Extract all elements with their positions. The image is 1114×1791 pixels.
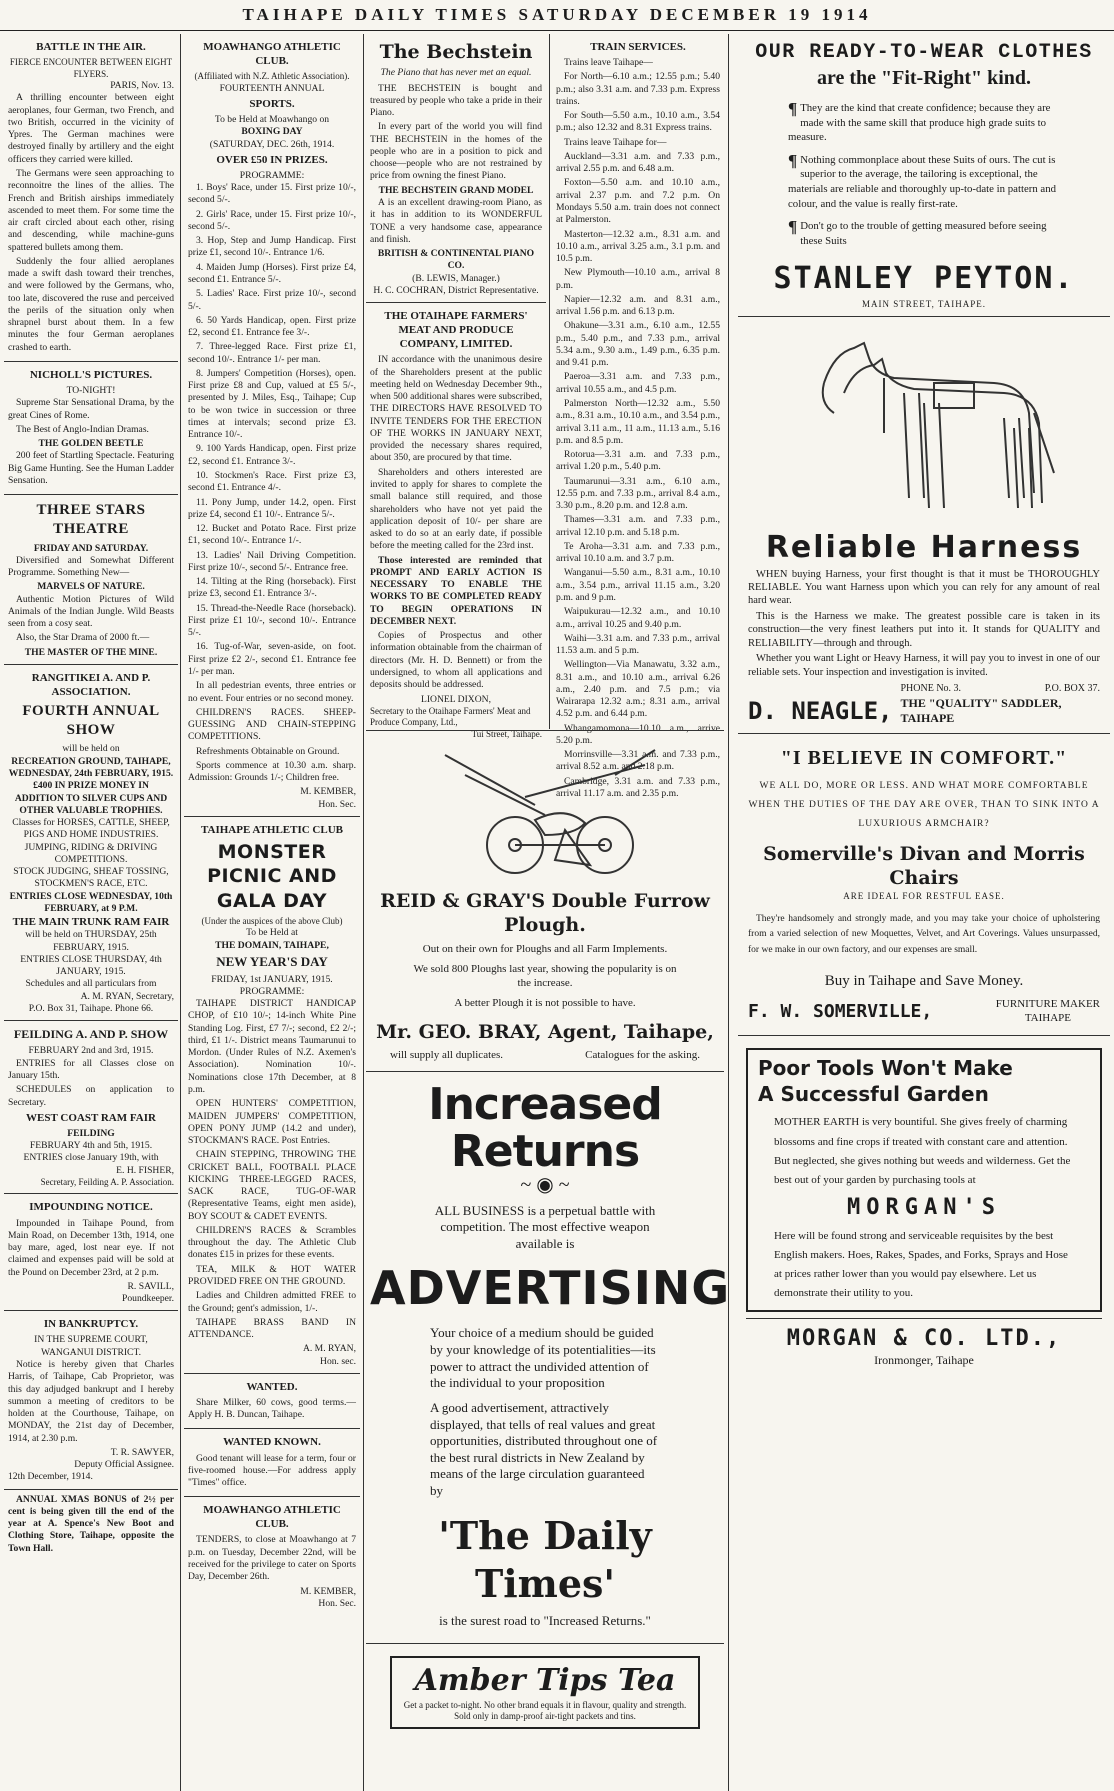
signature-title: Deputy Official Assignee. xyxy=(74,1459,174,1471)
picnic-title: MONSTER PICNIC AND GALA DAY xyxy=(207,840,337,912)
column-rule xyxy=(728,34,729,1791)
train-line: Taumarunui—3.31 a.m., 6.10 a.m., 12.55 p.m. and 7.33 p.m., arrival 8.4 a.m., 3.30 p.m., 8.20 p.m. and 12.8 a.m. xyxy=(556,475,720,512)
event-list xyxy=(188,182,356,678)
battle-article xyxy=(4,34,178,362)
paragraph: They're handsomely and strongly made, and you may take your choice of upholstering from a varied selection of new Moquettes, Velvet, and Art Coverings. Values unsurpassed, for we make in our own factory, and our expenses are small. xyxy=(748,914,1100,955)
bechstein-ad xyxy=(366,34,546,303)
headline: TRAIN SERVICES. xyxy=(590,41,686,53)
text-line: A better Plough it is not possible to have. xyxy=(454,996,636,1009)
headline: Amber Tips Tea xyxy=(414,1662,676,1698)
day-title: NEW YEAR'S DAY xyxy=(216,953,328,969)
train-line: Paeroa—3.31 a.m. and 7.33 p.m., arrival 10.55 a.m., and 4.5 p.m. xyxy=(556,371,720,395)
headline: BATTLE IN THE AIR. xyxy=(36,41,146,53)
event-item: 3. Hop, Step and Jump Handicap. First prize £1, second 10/-. Entrance 1/6. xyxy=(188,235,356,259)
paragraph xyxy=(788,101,1060,145)
headline: "I BELIEVE IN COMFORT." xyxy=(780,746,1068,769)
wanted-ad xyxy=(184,1374,360,1430)
morgan-tools-ad xyxy=(738,1036,1110,1374)
paragraph: ENTRIES for all Classes close on January 15th. xyxy=(8,1057,174,1081)
paragraph: The Germans were seen approaching to reconnoitre the lines of the allies. The French and British airships immediately ascended to meet them. For some time the air craft circled about each other, rising and descending, while machine-guns spattered bullets among them. xyxy=(8,167,174,253)
headline: NICHOLL'S PICTURES. xyxy=(29,368,153,381)
column-3-right xyxy=(552,34,724,799)
text-line: FEBRUARY 2nd and 3rd, 1915. xyxy=(28,1045,154,1057)
train-line: Foxton—5.50 a.m. and 10.10 a.m., arrival 2.37 p.m. and 7.2 p.m. On Mondays 5.50 a.m. train does not connect at Palmerston. xyxy=(556,177,720,226)
text-line: To be Held at Moawhango on xyxy=(214,114,330,126)
text-line: PROGRAMME: xyxy=(239,985,305,997)
monster-picnic-ad xyxy=(184,817,360,1374)
bankruptcy-notice xyxy=(4,1311,178,1489)
event-item: 1. Boys' Race, under 15. First prize 10/-, second 5/-. xyxy=(188,182,356,206)
subheadline: The Piano that has never met an equal. xyxy=(380,67,532,79)
text-line: Schedules and all particulars from xyxy=(25,978,157,990)
text-line: £400 IN PRIZE MONEY IN ADDITION TO SILVER CUPS AND OTHER VALUABLE TROPHIES. xyxy=(14,780,168,816)
paragraph: This is the Harness we make. The greatest possible care is taken in its construction—the very finest leathers put into it. It stands for QUALITY and RELIABILITY—through and through. xyxy=(748,610,1100,649)
xmas-bonus-ad xyxy=(4,1490,178,1562)
signature: E. H. FISHER, xyxy=(116,1164,174,1176)
store-name: F. W. SOMERVILLE, xyxy=(748,1000,933,1022)
paper-title: 'The Daily Times' xyxy=(438,1512,652,1607)
train-line: New Plymouth—10.10 a.m., arrival 8 p.m. xyxy=(556,267,720,291)
signature: A. M. RYAN, Secretary, xyxy=(80,990,174,1002)
saddler-line: THE "QUALITY" SADDLER, TAIHAPE xyxy=(900,695,1062,726)
paragraph: The Best of Anglo-Indian Dramas. xyxy=(16,423,149,435)
paragraph: THE BECHSTEIN is bought and treasured by people who take a pride in their Piano. xyxy=(370,82,542,119)
subheadline: (Affiliated with N.Z. Athletic Association). xyxy=(194,71,350,82)
text-line: ENTRIES CLOSE WEDNESDAY, 10th FEBRUARY, at 9 P.M. xyxy=(9,890,173,914)
pilcrow-icon: ¶ xyxy=(788,217,798,237)
paragraph: SCHEDULES on application to Secretary. xyxy=(8,1084,174,1108)
signature-title: Poundkeeper. xyxy=(122,1293,174,1305)
headline: FEILDING A. AND P. SHOW xyxy=(13,1027,169,1042)
text-line: Catalogues for the asking. xyxy=(585,1049,700,1062)
column-rule xyxy=(180,34,181,1791)
impounding-notice xyxy=(4,1194,178,1311)
paragraph xyxy=(788,150,1060,211)
company-name: MORGAN & CO. LTD., xyxy=(786,1325,1062,1351)
column-4 xyxy=(738,34,1110,1791)
text-line: We sold 800 Ploughs last year, showing the popularity is on the increase. xyxy=(413,962,677,989)
paragraph: Ladies and Children admitted FREE to the Ground; gent's admission, 1/-. xyxy=(188,1290,356,1314)
text-line: will be held on xyxy=(62,743,120,755)
subheadline: FIERCE ENCOUNTER BETWEEN EIGHT FLYERS. xyxy=(9,57,173,79)
paragraph: OPEN HUNTERS' COMPETITION, MAIDEN JUMPERS' COMPETITION, OPEN PONY JUMP (14.2 and under), STOCKMAN'S RACE. Post Entries. xyxy=(188,1098,356,1147)
text-line: STOCK JUDGING, SHEAF TOSSING, STOCKMEN'S RACE, ETC. xyxy=(13,866,169,890)
paragraph: Sports commence at 10.30 a.m. sharp. Admission: Grounds 1/-; Children free. xyxy=(188,759,356,784)
paragraph: CHILDREN'S RACES & Scrambles throughout the day. The Athletic Club donates £15 in prizes for these events. xyxy=(188,1224,356,1261)
paragraph: Diversified and Somewhat Different Programme. Something New— xyxy=(8,554,174,579)
text-line: THE MAIN TRUNK RAM FAIR xyxy=(12,916,170,929)
advertising-title: ADVERTISING xyxy=(370,1260,731,1315)
nicholls-pictures-ad xyxy=(4,362,178,495)
column-rule xyxy=(549,34,550,729)
text-line: Out on their own for Ploughs and all Farm Implements. xyxy=(422,942,668,955)
text-line: THE DOMAIN, TAIHAPE, xyxy=(215,939,329,951)
train-line: Napier—12.32 a.m. and 8.31 a.m., arrival 1.56 p.m. and 6.13 p.m. xyxy=(556,293,720,318)
paragraph: In all pedestrian events, three entries or no event. Four entries or no second money. xyxy=(188,680,356,704)
text-line: PROGRAMME: xyxy=(239,169,305,181)
paragraph: Also, the Star Drama of 2000 ft.— xyxy=(16,632,150,644)
paragraph: 200 feet of Startling Spectacle. Featuring Big Game Hunting. See the Human Ladder Sensation. xyxy=(8,450,174,486)
headline: MOAWHANGO ATHLETIC CLUB. xyxy=(203,41,341,68)
paragraph: Impounded in Taihape Pound, from Main Road, on December 13th, 1914, one bay mare, aged, lost near eye. If not claimed and expenses paid will be sold at the Pound on December 23rd, at 2 p.m. xyxy=(8,1217,174,1278)
signature-title: Secretary, Feilding A. P. Association. xyxy=(40,1176,174,1187)
train-line: Wanganui—5.50 a.m., 8.31 a.m., 10.10 a.m., 3.54 p.m., arrival 11.15 a.m., 3.20 p.m. and 9 p.m. xyxy=(556,567,720,603)
event-item: 2. Girls' Race, under 15. First prize 10/-, second 5/-. xyxy=(188,208,356,232)
paragraph: ALL BUSINESS is a perpetual battle with competition. The most effective weapon available is xyxy=(434,1202,656,1251)
dateline: PARIS, Nov. 13. xyxy=(110,80,174,92)
train-line: Wellington—Via Manawatu, 3.32 a.m., 8.31 a.m., and 10.10 a.m., arrival 6.26 a.m., 2.40 p.m. and 7.5 p.m.; via Wairarapa 12.32 a.m.; 8.31 a.m., arrival 4.52 p.m. and 6.44 p.m. xyxy=(556,659,720,720)
morgan-footer xyxy=(746,1318,1102,1369)
contact-line xyxy=(901,683,1101,696)
paragraph: A thrilling encounter between eight aeroplanes, four German, two French, and two British, occurred in the vicinity of Ypres. The German machines were destroyed finally by artillery and the eight officers they carried were killed. xyxy=(8,92,174,165)
pilcrow-icon: ¶ xyxy=(788,150,798,170)
paragraph: CHILDREN'S RACES. SHEEP-GUESSING AND CHAIN-STEPPING COMPETITIONS. xyxy=(188,706,356,743)
train-line: For South—5.50 a.m., 10.10 a.m., 3.54 p.m.; also 12.32 and 8.31 Express trains. xyxy=(556,110,720,134)
paragraph: Here will be found strong and serviceable requisites by the best English makers. Hoes, Rakes, Spades, and Forks, Sprays and Hose at prices rather lower than you would pay elsewhere. Let us demonstrate their utility to you. xyxy=(774,1229,1068,1300)
paragraph: Share Milker, 60 cows, good terms.—Apply H. B. Duncan, Taihape. xyxy=(188,1396,356,1421)
train-line: Morrinsville—3.31 a.m. and 7.33 p.m., arrival 8.52 a.m. and 2.18 p.m. xyxy=(556,749,720,773)
paragraph: Suddenly the four allied aeroplanes made a swift dash toward their trenches, and were followed by the Germans, who, too late, discovered the ruse and perceived the perils of the situation only when shrapnel burst about them. In a few minutes the four German aeroplanes crashed to earth. xyxy=(8,255,174,353)
signature: A. M. RYAN, xyxy=(302,1343,356,1355)
trade: FURNITURE MAKER xyxy=(995,998,1100,1011)
paragraph-text: They are the kind that create confidence; because they are made with the same skill that produce high grade suits to measure. xyxy=(788,102,1051,144)
headline: REID & GRAY'S Double Furrow Plough. xyxy=(380,890,710,937)
paragraph: TAIHAPE DISTRICT HANDICAP CHOP, of £10 10/-; 14-inch White Pine Standing Log. First, £7 7/-; second, £2 2/-; third, £1 1/-. District means Taumarunui to Mordon. (Under Rules of N.Z. Axemen's Association). Nomination 10/-. Nominations close 17th December, at 8 p.m. xyxy=(188,998,356,1095)
subheadline: FRIDAY AND SATURDAY. xyxy=(33,542,149,554)
show-title: FOURTH ANNUAL SHOW xyxy=(22,703,160,739)
rangitikei-show-ad xyxy=(4,665,178,1021)
event-item: 6. 50 Yards Handicap, open. First prize £2, second £1. Entrance fee 3/-. xyxy=(188,314,356,339)
signature: M. KEMBER, xyxy=(300,1585,356,1597)
headline: Poor Tools Won't Make xyxy=(758,1056,1013,1081)
event-item: 9. 100 Yards Handicap, open. First prize £2, second £1. Entrance 3/-. xyxy=(188,443,356,467)
column-3-left xyxy=(366,34,546,739)
text-line: ENTRIES CLOSE THURSDAY, 4th JANUARY, 1915. xyxy=(20,953,162,978)
paragraph: MOTHER EARTH is very bountiful. She gives freely of charming blossoms and fine crops if treated with constant care and attention. But neglected, she gives nothing but weeds and wilderness. Get the best out of your garden by purchasing tools at xyxy=(774,1116,1071,1187)
amber-tips-tea-ad xyxy=(366,1644,724,1734)
subheadline: TO-NIGHT! xyxy=(66,385,116,397)
feature-title: MARVELS OF NATURE. xyxy=(37,581,145,593)
subheadline: IN THE SUPREME COURT, WANGANUI DISTRICT. xyxy=(34,1334,148,1358)
feature-title: THE MASTER OF THE MINE. xyxy=(24,646,158,658)
headline: WANTED. xyxy=(246,1380,298,1393)
subheadline: are the "Fit-Right" kind. xyxy=(816,66,1032,89)
company-name: BRITISH & CONTINENTAL PIANO CO. xyxy=(377,248,535,272)
text-line: WEDNESDAY, 24th FEBRUARY, 1915. xyxy=(8,767,174,779)
paragraph: TENDERS, to close at Moawhango at 7 p.m. on Tuesday, December 22nd, will be received for the privilege to cater on Sports Day, December 26th. xyxy=(188,1534,356,1583)
event-item: 14. Tilting at the Ring (horseback). First prize £3, second £1. Entrance 3/-. xyxy=(188,576,356,600)
trade-block xyxy=(996,997,1100,1025)
headline: A Successful Garden xyxy=(758,1081,989,1106)
date-line: 12th December, 1914. xyxy=(8,1471,93,1483)
trade-line: Ironmonger, Taihape xyxy=(874,1352,974,1367)
train-line: Te Aroha—3.31 a.m. and 7.33 p.m., arrival 10.10 a.m. and 3.7 p.m. xyxy=(556,540,720,565)
text-line: (B. LEWIS, Manager.) xyxy=(412,272,500,284)
paragraph: Get a packet to-night. No other brand equals it in flavour, quality and strength. Sold only in damp-proof air-tight packets and tins. xyxy=(403,1699,687,1722)
paragraph: Those interested are reminded that PROMPT AND EARLY ACTION IS NECESSARY TO ENABLE THE WORKS TO BE COMPLETED READY TO BEGIN OPERATIONS IN DECEMBER NEXT. xyxy=(370,554,542,627)
plough-footer xyxy=(370,1044,720,1066)
paragraph: Your choice of a medium should be guided by your knowledge of its potentialities—its power to attract the undivided attention of the individual to your proposition xyxy=(430,1325,656,1391)
headline: Increased Returns xyxy=(428,1079,662,1177)
headline: Reliable Harness xyxy=(765,530,1083,566)
paragraph: Copies of Prospectus and other information obtainable from the chairman of directors (Mr. H. D. Bennett) or from the undersigned, to whom all applications and deposits should be addressed. xyxy=(370,630,542,691)
train-line: Waihi—3.31 a.m. and 7.33 p.m., arrival 11.53 a.m. and 5 p.m. xyxy=(556,632,720,657)
slogan: Buy in Taihape and Save Money. xyxy=(824,972,1024,989)
train-line: Rotorua—3.31 a.m. and 7.33 p.m., arrival 1.20 p.m., 5.40 p.m. xyxy=(556,449,720,473)
event-item: 10. Stockmen's Race. First prize £3, second £1. Entrance 4/-. xyxy=(188,470,356,494)
headline: IMPOUNDING NOTICE. xyxy=(29,1201,153,1214)
text-line: RECREATION GROUND, TAIHAPE, xyxy=(11,755,171,767)
chairs-title: Somerville's Divan and Morris Chairs xyxy=(763,843,1085,890)
feilding-show-ad xyxy=(4,1021,178,1194)
phone: PHONE No. 3. xyxy=(900,683,962,695)
event-item: 13. Ladies' Nail Driving Competition. First prize 10/-, second 5/-. Entrance free. xyxy=(188,549,356,573)
ornament-icon: ~ ◉ ~ xyxy=(520,1173,570,1196)
column-1 xyxy=(4,34,178,1791)
train-line: Masterton—12.32 a.m., 8.31 a.m. and 10.10 a.m., arrival 3.25 a.m., 3.1 p.m. and 10.5 p.m. xyxy=(556,228,720,265)
otaihape-company-ad xyxy=(366,303,546,745)
paragraph: A is an excellent drawing-room Piano, as it has in addition to its WONDERFUL TONE a very handsome case, appearance and finish. xyxy=(370,196,542,245)
text-line: ENTRIES close January 19th, with xyxy=(23,1152,159,1164)
event-item: 16. Tug-of-War, seven-aside, on foot. First prize £2 2/-, second £1. Entrance fee 1/- per man. xyxy=(188,641,356,677)
signature: M. KEMBER, xyxy=(300,786,356,798)
event-item: 5. Ladies' Race. First prize 10/-, second 5/-. xyxy=(188,288,356,312)
agent-name: Mr. GEO. BRAY, Agent, Taihape, xyxy=(376,1020,714,1043)
signature: R. SAVILL, xyxy=(127,1280,174,1292)
text-line: P.O. Box 31, Taihape. Phone 66. xyxy=(28,1002,154,1014)
text-line: BOXING DAY xyxy=(241,126,303,138)
train-line: Whangamomona—10.10 a.m., arrive 5.20 p.m. xyxy=(556,722,720,746)
event-item: 8. Jumpers' Competition (Horses), open. First prize £8 and Cup, valued at £5 5/-, presented by J. Miles, Esq., Taihape; Cup to be won twice in succession or three times at intervals; second prize £3. Entrance 10/-. xyxy=(188,367,356,441)
neagle-footer xyxy=(748,683,1100,727)
train-line: Waipukurau—12.32 a.m., and 10.10 a.m., arrival 10.25 and 9.40 p.m. xyxy=(556,606,720,630)
signature-address: Tui Street, Taihape. xyxy=(471,728,542,739)
paragraph: In every part of the world you will find THE BECHSTEIN in the homes of the people who are in a position to pick and choose—people who are not restrained by price from owning the finest Piano. xyxy=(370,121,542,182)
paragraph: Shareholders and others interested are invited to apply for shares to complete the small balance still required, and those shareholders who have not yet paid the application deposit of 10/- per share are asked to do so at an early date, if possible before the meeting called for the 23rd inst. xyxy=(370,466,542,552)
train-line: Palmerston North—12.32 a.m., 5.50 a.m., 8.31 a.m., 10.10 a.m., and 3.54 p.m., arrival 3.11 a.m., 11 a.m., 11.13 a.m., 5.16 p.m. and 8.5 p.m. xyxy=(556,397,720,446)
text-line: will be held on THURSDAY, 25th FEBRUARY, 1915. xyxy=(25,929,157,953)
pilcrow-icon: ¶ xyxy=(788,99,798,119)
headline: OVER £50 IN PRIZES. xyxy=(216,153,328,166)
train-line: Auckland—3.31 a.m. and 7.33 p.m., arrival 2.55 p.m. and 6.48 a.m. xyxy=(556,150,720,175)
paragraph: WHEN buying Harness, your first thought is that it must be THOROUGHLY RELIABLE. You want Harness upon which you can rely for any amount of real hard wear. xyxy=(748,568,1100,607)
headline: THE OTAIHAPE FARMERS' MEAT AND PRODUCE COMPANY, LIMITED. xyxy=(384,310,528,351)
train-line: Trains leave Taihape— xyxy=(564,57,653,69)
headline: RANGITIKEI A. AND P. ASSOCIATION. xyxy=(31,671,151,698)
store-name: D. NEAGLE, xyxy=(748,696,893,725)
reliable-harness-ad xyxy=(738,317,1110,733)
paragraph: Good tenant will lease for a term, four or five-roomed house.—For address apply "Times" office. xyxy=(188,1452,356,1489)
morgan-frame xyxy=(746,1048,1102,1311)
headline: TAIHAPE ATHLETIC CLUB xyxy=(200,823,343,836)
store-name: STANLEY PEYTON. xyxy=(773,261,1075,297)
plough-illustration xyxy=(415,735,675,885)
event-item: 15. Thread-the-Needle Race (horseback). First prize £1 10/-, second 10/-. Entrance 5/-. xyxy=(188,602,356,639)
train-line: Thames—3.31 a.m. and 7.33 p.m., arrival 12.10 p.m. and 5.18 p.m. xyxy=(556,514,720,538)
text-line: FEILDING xyxy=(67,1127,115,1139)
paragraph: A good advertisement, attractively displayed, that tells of real values and great opportunities, distributed throughout one of the best rural districts in New Zealand by means of the large circulation guaranteed by xyxy=(430,1399,658,1499)
tea-box xyxy=(390,1656,700,1729)
store-name: MORGAN'S xyxy=(847,1195,1001,1221)
signature: LIONEL DIXON, xyxy=(421,693,491,705)
reid-gray-plough-ad xyxy=(366,730,724,1072)
text-line: H. C. COCHRAN, District Representative. xyxy=(373,284,539,296)
event-item: 12. Bucket and Potato Race. First prize £1, second 10/-. Entrance 1/-. xyxy=(188,523,356,547)
headline: OUR READY-TO-WEAR CLOTHES xyxy=(755,41,1093,64)
text-line: FRIDAY, 1st JANUARY, 1915. xyxy=(211,973,333,985)
town: TAIHAPE xyxy=(1024,1012,1071,1025)
paragraph: Supreme Star Sensational Drama, by the great Cines of Rome. xyxy=(8,397,174,421)
headline: MOAWHANGO ATHLETIC CLUB. xyxy=(203,1504,341,1531)
horses-illustration xyxy=(784,323,1064,523)
event-item: 4. Maiden Jump (Horses). First prize £4, second £1. Entrance 5/-. xyxy=(188,261,356,286)
paragraph: Whether you want Light or Heavy Harness, it will pay you to invest in one of our reliable sets. Your inspection and investigation is invited. xyxy=(748,653,1100,678)
paragraph: TAIHAPE BRASS BAND IN ATTENDANCE. xyxy=(188,1316,356,1341)
column-3-lower xyxy=(366,730,731,1791)
three-stars-theatre-ad xyxy=(4,495,178,665)
stanley-peyton-ad xyxy=(738,34,1110,317)
paragraph: is the surest road to "Increased Returns." xyxy=(439,1612,651,1628)
signature-title: Secretary to the Otaihape Farmers' Meat and Produce Company, Ltd., xyxy=(370,705,531,728)
headline: WANTED KNOWN. xyxy=(223,1436,321,1449)
paragraph: Notice is hereby given that Charles Harris, of Taihape, Cab Proprietor, was this day adjudged bankrupt and I hereby summon a meeting of creditors to be holden at the Courthouse, Taihape, on MONDAY, the 21st day of December, 1914, at 2.30 p.m. xyxy=(8,1359,174,1444)
text-line: (SATURDAY, DEC. 26th, 1914. xyxy=(209,138,335,150)
text-line: To be Held at xyxy=(246,927,298,939)
paragraph: Refreshments Obtainable on Ground. xyxy=(196,745,340,757)
signature-title: Hon. Sec. xyxy=(318,1597,356,1609)
headline: The Bechstein xyxy=(379,41,533,63)
paragraph: CHAIN STEPPING, THROWING THE CRICKET BALL, FOOTBALL PLACE KICKING THREE-LEGGED RACES, SACK RACE, TUG-OF-WAR (Representative Teams, eight men aside), BOY SCOUT & CADET EVENTS. xyxy=(188,1149,356,1222)
headline: SPORTS. xyxy=(249,97,295,110)
store-address: MAIN STREET, TAIHAPE. xyxy=(862,298,986,309)
train-line: Ohakune—3.31 a.m., 6.10 a.m., 12.55 p.m., 5.40 p.m., and 7.33 p.m., arrival 5.34 a.m., 9.30 a.m., 1.49 p.m., 6.35 p.m. and 9.41 p.m. xyxy=(556,320,720,369)
text-line: Classes for HORSES, CATTLE, SHEEP, PIGS AND HOME INDUSTRIES. xyxy=(12,817,170,841)
moawhango-sports-ad xyxy=(184,34,360,817)
text-line: JUMPING, RIDING & DRIVING COMPETITIONS. xyxy=(24,841,158,865)
paragraph: WE ALL DO, MORE OR LESS. AND WHAT MORE COMFORTABLE WHEN THE DUTIES OF THE DAY ARE OVER, THAN TO SINK INTO A LUXURIOUS ARMCHAIR? xyxy=(748,781,1100,830)
feature-title: THE GOLDEN BEETLE xyxy=(38,438,144,450)
column-2 xyxy=(184,34,360,1791)
text-line: FEBRUARY 4th and 5th, 1915. xyxy=(29,1140,153,1152)
train-line: Cambridge, 3.31 a.m. and 7.33 p.m., arrival 11.17 a.m. and 2.35 p.m. xyxy=(556,775,720,799)
increased-returns-ad xyxy=(366,1072,731,1643)
text-line: will supply all duplicates. xyxy=(390,1049,504,1062)
paragraph-text: Nothing commonplace about these Suits of ours. The cut is superior to the average, the tailoring is exceptional, the materials are reliable and thoroughly up-to-date in pattern and colour, and the value is really first-rate. xyxy=(788,153,1057,210)
paragraph xyxy=(788,219,1060,248)
train-services xyxy=(552,34,724,807)
paragraph: Authentic Motion Pictures of Wild Animals of the Indian Jungle. Wild Beasts seen from a cosy seat. xyxy=(8,593,174,630)
po-box: P.O. BOX 37. xyxy=(1044,683,1100,695)
subheadline: ARE IDEAL FOR RESTFUL EASE. xyxy=(843,890,1005,901)
paragraph-text: Don't go to the trouble of getting measured before seeing these Suits xyxy=(800,220,1047,247)
event-item: 11. Pony Jump, under 14.2, open. First prize £4, second £1 10/-. Entrance 5/-. xyxy=(188,496,356,520)
paragraph: ANNUAL XMAS BONUS of 2½ per cent is being given till the end of the year at A. Spence's New Boot and Clothing Store, Taihape, opposite the Town Hall. xyxy=(8,1493,174,1554)
headline: WEST COAST RAM FAIR xyxy=(26,1111,156,1124)
column-rule xyxy=(363,34,364,1791)
paragraph: TEA, MILK & HOT WATER PROVIDED FREE ON THE GROUND. xyxy=(188,1263,356,1287)
signature: T. R. SAWYER, xyxy=(110,1446,174,1458)
paragraph: IN accordance with the unanimous desire of the Shareholders present at the public meeting held on Wednesday December 9th., when 500 additional shares were subscribed, THE DIRECTORS HAVE RESOLVED TO INVITE TENDERS FOR THE ERECTION OF THE WORKS IN JANUARY NEXT, provided the necessary shares required, about 350, are procured by that time. xyxy=(370,354,542,464)
somerville-footer xyxy=(748,997,1100,1025)
tenders-notice xyxy=(184,1497,360,1615)
neagle-contact xyxy=(901,683,1101,727)
text-line: THE BECHSTEIN GRAND MODEL xyxy=(378,184,534,196)
train-line: Trains leave Taihape for— xyxy=(564,136,667,148)
masthead: TAIHAPE DAILY TIMES SATURDAY DECEMBER 19 1914 xyxy=(0,0,1114,31)
text-line: FOURTEENTH ANNUAL xyxy=(219,82,325,94)
headline: IN BANKRUPTCY. xyxy=(43,1318,139,1331)
somerville-comfort-ad xyxy=(738,734,1110,1037)
train-line: For North—6.10 a.m.; 12.55 p.m.; 5.40 p.m.; also 3.31 a.m. and 7.33 p.m. Express trains. xyxy=(556,71,720,107)
headline: THREE STARS THEATRE xyxy=(36,502,146,538)
signature-title: Hon. Sec. xyxy=(318,798,356,810)
event-item: 7. Three-legged Race. First prize £1, second 10/-. Entrance 1/- per man. xyxy=(188,341,356,365)
wanted-known-ad xyxy=(184,1429,360,1497)
peyton-body xyxy=(788,101,1060,248)
subheadline: (Under the auspices of the above Club) xyxy=(201,915,343,926)
signature-title: Hon. sec. xyxy=(320,1355,356,1367)
